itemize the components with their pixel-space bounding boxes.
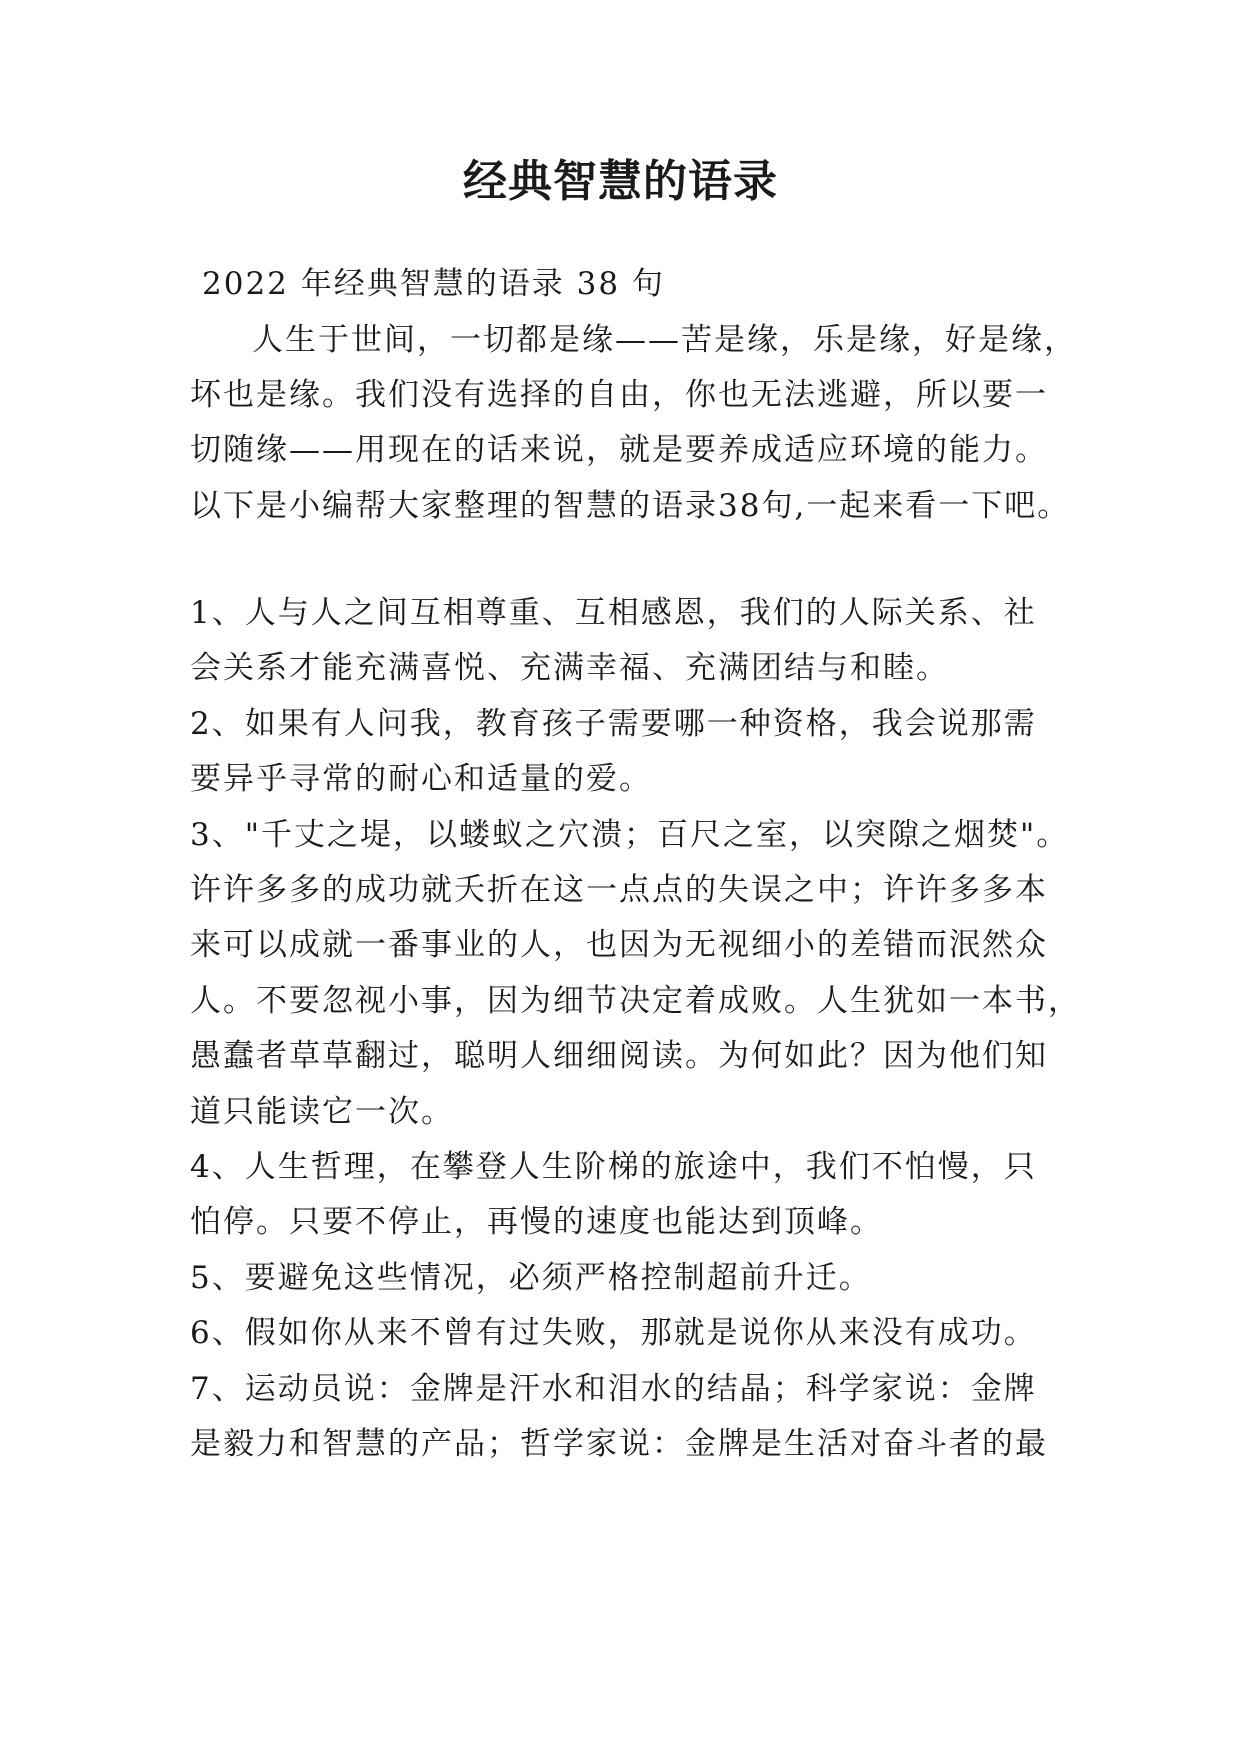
paragraph-line: 是毅力和智慧的产品；哲学家说：金牌是生活对奋斗者的最: [190, 1426, 1048, 1462]
paragraph-line: 5、要避免这些情况，必须严格控制超前升迁。: [190, 1260, 872, 1296]
paragraph-line: 人生于世间，一切都是缘——苦是缘，乐是缘，好是缘，: [252, 322, 1077, 358]
paragraph-line: 4、人生哲理，在攀登人生阶梯的旅途中，我们不怕慢，只: [190, 1149, 1037, 1185]
paragraph-line: 要异乎寻常的耐心和适量的爱。: [190, 761, 652, 797]
paragraph-line: 怕停。只要不停止，再慢的速度也能达到顶峰。: [190, 1204, 883, 1240]
document-title: 经典智慧的语录: [463, 156, 778, 207]
paragraph-line: 1、人与人之间互相尊重、互相感恩，我们的人际关系、社: [190, 595, 1037, 631]
document-subtitle: 2022 年经典智慧的语录 38 句: [202, 266, 665, 302]
paragraph-line: 3、"千丈之堤，以蝼蚁之穴溃；百尺之室，以突隙之烟焚"。: [190, 817, 1070, 853]
paragraph-line: 愚蠢者草草翻过，聪明人细细阅读。为何如此？因为他们知: [190, 1038, 1048, 1074]
paragraph-line: 2、如果有人问我，教育孩子需要哪一种资格，我会说那需: [190, 706, 1037, 742]
paragraph-line: 人。不要忽视小事，因为细节决定着成败。人生犹如一本书，: [190, 983, 1081, 1019]
paragraph-line: 6、假如你从来不曾有过失败，那就是说你从来没有成功。: [190, 1315, 1037, 1351]
paragraph-line: 坏也是缘。我们没有选择的自由，你也无法逃避，所以要一: [190, 377, 1048, 413]
paragraph-line: 许许多多的成功就夭折在这一点点的失误之中；许许多多本: [190, 872, 1048, 908]
paragraph-line: 7、运动员说：金牌是汗水和泪水的结晶；科学家说：金牌: [190, 1371, 1037, 1407]
paragraph-line: 会关系才能充满喜悦、充满幸福、充满团结与和睦。: [190, 650, 949, 686]
paragraph-line: 道只能读它一次。: [190, 1094, 454, 1130]
paragraph-line: 以下是小编帮大家整理的智慧的语录38句,一起来看一下吧。: [190, 488, 1071, 524]
paragraph-line: 来可以成就一番事业的人，也因为无视细小的差错而泯然众: [190, 927, 1048, 963]
paragraph-line: 切随缘——用现在的话来说，就是要养成适应环境的能力。: [190, 432, 1048, 468]
